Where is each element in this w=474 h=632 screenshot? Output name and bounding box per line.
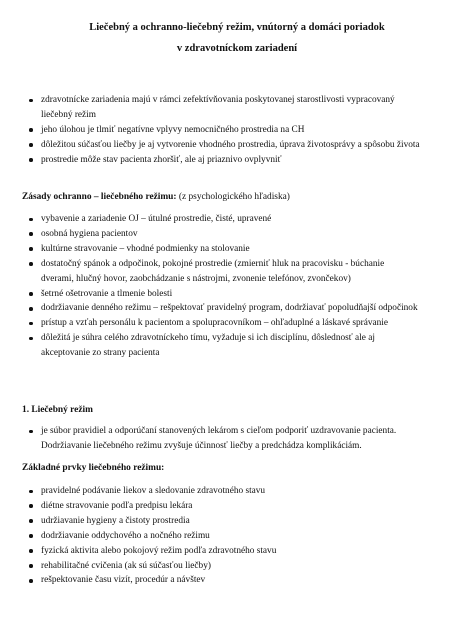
elements-bullet-list <box>0 484 474 588</box>
list-item-text: dverami, hlučný hovor, zaobchádzanie s nástrojmi, zvonenie telefónov, zvončekov) <box>41 273 351 284</box>
list-item-text: Dodržiavanie liečebného režimu zvyšuje účinnosť liečby a predchádza komplikáciám. <box>41 440 362 451</box>
document-title-line1: Liečebný a ochranno-liečebný režim, vnútorný a domáci poriadok <box>89 22 385 33</box>
list-item <box>0 93 474 123</box>
elements-heading-text: Základné prvky liečebného režimu: <box>22 463 165 473</box>
list-item-text: jeho úlohou je tlmiť negatívne vplyvy nemocničného prostredia na CH <box>41 124 305 135</box>
list-item-text: dostatočný spánok a odpočinok, pokojné prostredie (zmierniť hluk na pracovisku - búchanie <box>41 258 385 269</box>
bullet-icon <box>29 143 33 147</box>
list-item <box>0 529 474 544</box>
intro-bullet-list <box>0 93 474 168</box>
bullet-icon <box>29 549 33 553</box>
list-item <box>0 212 474 227</box>
list-item <box>0 287 474 302</box>
list-item <box>0 514 474 529</box>
bullet-icon <box>29 519 33 523</box>
principles-heading-bold: Zásady ochranno – liečebného režimu: <box>22 192 177 202</box>
list-item-text: osobná hygiena pacientov <box>41 228 138 239</box>
bullet-icon <box>29 292 33 296</box>
list-item-text: zdravotnícke zariadenia majú v rámci zefektívňovania poskytovanej starostlivosti vypracovaný <box>41 95 395 105</box>
list-item <box>0 544 474 559</box>
list-item <box>0 242 474 257</box>
bullet-icon <box>29 534 33 538</box>
bullet-icon <box>29 247 33 251</box>
principles-heading-note: (z psychologického hľadiska) <box>176 192 290 202</box>
list-item-text: kultúrne stravovanie – vhodné podmienky na stolovanie <box>41 243 250 254</box>
list-item <box>0 331 474 361</box>
principles-bullet-list <box>0 212 474 361</box>
list-item <box>0 424 474 454</box>
bullet-icon <box>29 262 33 266</box>
list-item-text: vybavenie a zariadenie OJ – útulné prostredie, čisté, upravené <box>41 214 272 224</box>
list-item <box>0 257 474 287</box>
list-item-text: rehabilitačné cvičenia (ak sú súčasťou liečby) <box>41 560 211 571</box>
list-item-text: diétne stravovanie podľa predpisu lekára <box>41 500 193 511</box>
bullet-icon <box>29 579 33 583</box>
principles-heading <box>22 191 290 203</box>
list-item <box>0 484 474 499</box>
list-item-text: dodržiavanie oddychového a nočného režimu <box>41 530 210 541</box>
list-item <box>0 316 474 331</box>
section1-heading-text: 1. Liečebný režim <box>22 405 93 415</box>
list-item-text: prístup a vzťah personálu k pacientom a spolupracovníkom – ohľaduplné a láskavé správanie <box>41 318 388 329</box>
section1-bullet-list <box>0 424 474 454</box>
list-item <box>0 227 474 242</box>
bullet-icon <box>29 430 33 434</box>
list-item-text: akceptovanie zo strany pacienta <box>41 348 160 359</box>
bullet-icon <box>29 564 33 568</box>
list-item-text: rešpektovanie času vizít, procedúr a návštev <box>41 575 206 586</box>
bullet-icon <box>29 504 33 508</box>
bullet-icon <box>29 232 33 236</box>
list-item-text: šetrné ošetrovanie a tlmenie bolesti <box>41 288 173 299</box>
bullet-icon <box>29 218 33 222</box>
section1-heading <box>22 404 93 416</box>
list-item <box>0 301 474 316</box>
bullet-icon <box>29 99 33 103</box>
bullet-icon <box>29 337 33 341</box>
list-item-text: dodržiavanie denného režimu – rešpektovať pravidelný program, dodržiavať popoludňajší odpočinok <box>41 303 418 314</box>
list-item <box>0 138 474 153</box>
list-item-text: pravidelné podávanie liekov a sledovanie zdravotného stavu <box>41 486 266 496</box>
list-item <box>0 559 474 574</box>
list-item <box>0 499 474 514</box>
list-item-text: dôležitou súčasťou liečby je aj vytvorenie vhodného prostredia, úprava životosprávy a spôsobu života <box>41 139 420 150</box>
list-item-text: je súbor pravidiel a odporúčaní stanovených lekárom s cieľom podporiť uzdravovanie pacienta. <box>41 426 397 436</box>
list-item-text: fyzická aktivita alebo pokojový režim podľa zdravotného stavu <box>41 545 277 556</box>
list-item <box>0 123 474 138</box>
document-title-line2: v zdravotníckom zariadení <box>176 43 298 54</box>
bullet-icon <box>29 490 33 494</box>
bullet-icon <box>29 322 33 326</box>
list-item-text: prostredie môže stav pacienta zhoršiť, ale aj priaznivo ovplyvniť <box>41 154 282 165</box>
bullet-icon <box>29 158 33 162</box>
bullet-icon <box>29 307 33 311</box>
list-item <box>0 153 474 168</box>
bullet-icon <box>29 128 33 132</box>
list-item-text: liečebný režim <box>41 109 96 120</box>
list-item-text: dôležitá je súhra celého zdravotníckeho tímu, vyžaduje si ich disciplínu, dôslednosť ale aj <box>41 333 375 344</box>
list-item-text: udržiavanie hygieny a čistoty prostredia <box>41 515 190 526</box>
elements-heading <box>22 462 164 474</box>
list-item <box>0 573 474 588</box>
